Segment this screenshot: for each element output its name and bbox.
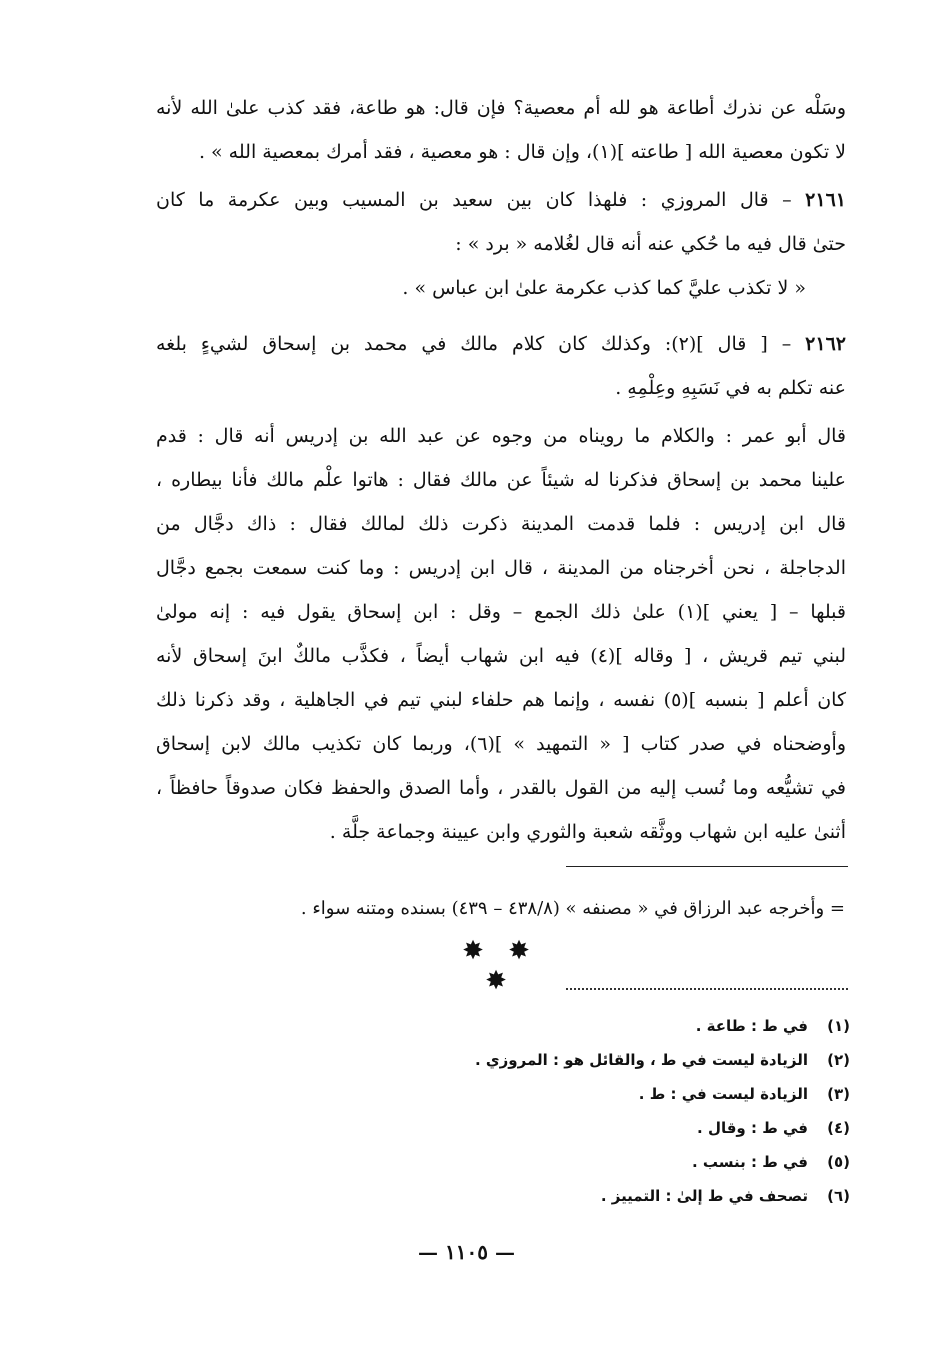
section-separator: ✸ ✸ ✸ — [462, 936, 538, 996]
paragraph-2162-first-line — [156, 330, 846, 358]
footnote-text: الزيادة ليست في : ط . — [638, 1085, 808, 1103]
footnote-rule — [566, 866, 848, 867]
paragraph-number: ٢١٦٢ — [805, 333, 846, 355]
footnote-dotted-rule — [566, 988, 848, 990]
footnote-number: (٢) — [827, 1051, 850, 1069]
footnote — [692, 1150, 850, 1174]
footnote — [696, 1014, 850, 1038]
quote-line: « لا تكذب عليَّ كما كذب عكرمة علىٰ ابن عباس » . — [402, 277, 806, 299]
footnote — [697, 1116, 850, 1140]
footnote-text: في ط : وقال . — [697, 1119, 808, 1137]
footnote-number: (٦) — [827, 1187, 850, 1205]
text-line: كان أعلم [ بنسبه ](٥) نفسه ، وإنما هم حلفاء لبني تيم في الجاهلية ، وقد ذكرنا ذلك — [156, 689, 846, 711]
text-line: علينا محمد بن إسحاق فذكرنا له شيئاً عن مالك فقال : هاتوا علْم مالك فأنا بيطاره ، — [156, 469, 846, 491]
footnote-number: (٤) — [827, 1119, 850, 1137]
footnote-text: في ط : بنسب . — [691, 1153, 808, 1171]
continued-footnote: = وأخرجه عبد الرزاق في « مصنفه » (٤٣٨/٨ – ٤٣٩) بسنده ومتنه سواء . — [300, 898, 845, 919]
text-line: الدجاجلة ، نحن أخرجناه من المدينة ، قال ابن إدريس : وما كنت سمعت بجمع دجَّال — [156, 557, 846, 579]
footnote-number: (٥) — [827, 1153, 850, 1171]
footnote-number: (٣) — [827, 1085, 850, 1103]
text-line: – قال المروزي : فلهذا كان بين سعيد بن المسيب وبين عكرمة ما كان — [156, 189, 806, 211]
footnote-text: في ط : طاعة . — [695, 1017, 808, 1035]
paragraph-2161-first-line — [156, 186, 846, 214]
page-number: — ١١٠٥ — — [418, 1240, 515, 1264]
text-line: قبلها – [ يعني ](١) علىٰ ذلك الجمع – وقل : ابن إسحاق يقول فيه : إنه مولىٰ — [156, 601, 847, 623]
text-line: حتىٰ قال فيه ما حُكي عنه أنه قال لغُلامه « برد » : — [455, 233, 846, 255]
footnote — [475, 1048, 850, 1072]
text-line: وأوضحناه في صدر كتاب [ « التمهيد » ](٦)، وربما كان تكذيب مالك لابن إسحاق — [156, 733, 847, 755]
text-line: لا تكون معصية الله [ طاعته ](١)، وإن قال : هو معصية ، فقد أمرك بمعصية الله » . — [198, 141, 846, 163]
footnote — [601, 1184, 850, 1208]
text-line: وسَلْه عن نذرك أطاعة هو لله أم معصية؟ فإن قال: هو طاعة، فقد كذب علىٰ الله لأنه — [156, 97, 846, 119]
text-line: قال ابن إدريس : فلما قدمت المدينة ذكرت ذلك لمالك فقال : ذاك دجَّال من — [156, 513, 846, 535]
footnote — [639, 1082, 850, 1106]
footnote-text: تصحف في ط إلىٰ : التمييز . — [600, 1187, 808, 1205]
text-line: في تشيُّعه وما نُسب إليه من القول بالقدر ، وأما الصدق والحفظ فكان صدوقاً حافظاً ، — [156, 777, 846, 799]
footnote-text: الزيادة ليست في ط ، والقائل هو : المروزي . — [474, 1051, 808, 1069]
text-line: – [ قال ](٢): وكذلك كان كلام مالك في محمد بن إسحاق لشيءٍ بلغه — [156, 333, 806, 355]
paragraph-number: ٢١٦١ — [805, 189, 846, 211]
text-line: أثنىٰ عليه ابن شهاب ووثَّقه شعبة والثوري وابن عيينة وجماعة جلَّة . — [329, 821, 846, 843]
footnote-number: (١) — [827, 1017, 850, 1035]
text-line: لبني تيم قريش ، [ وقاله ](٤) فيه ابن شهاب أيضاً ، فكذَّب مالكٌ ابنَ إسحاق لأنه — [156, 645, 846, 667]
text-line: قال أبو عمر : والكلام ما رويناه من وجوه عن عبد الله بن إدريس أنه قال : قدم — [156, 425, 846, 447]
text-line: عنه تكلم به في نَسَبِهِ وعِلْمِهِ . — [615, 377, 846, 399]
